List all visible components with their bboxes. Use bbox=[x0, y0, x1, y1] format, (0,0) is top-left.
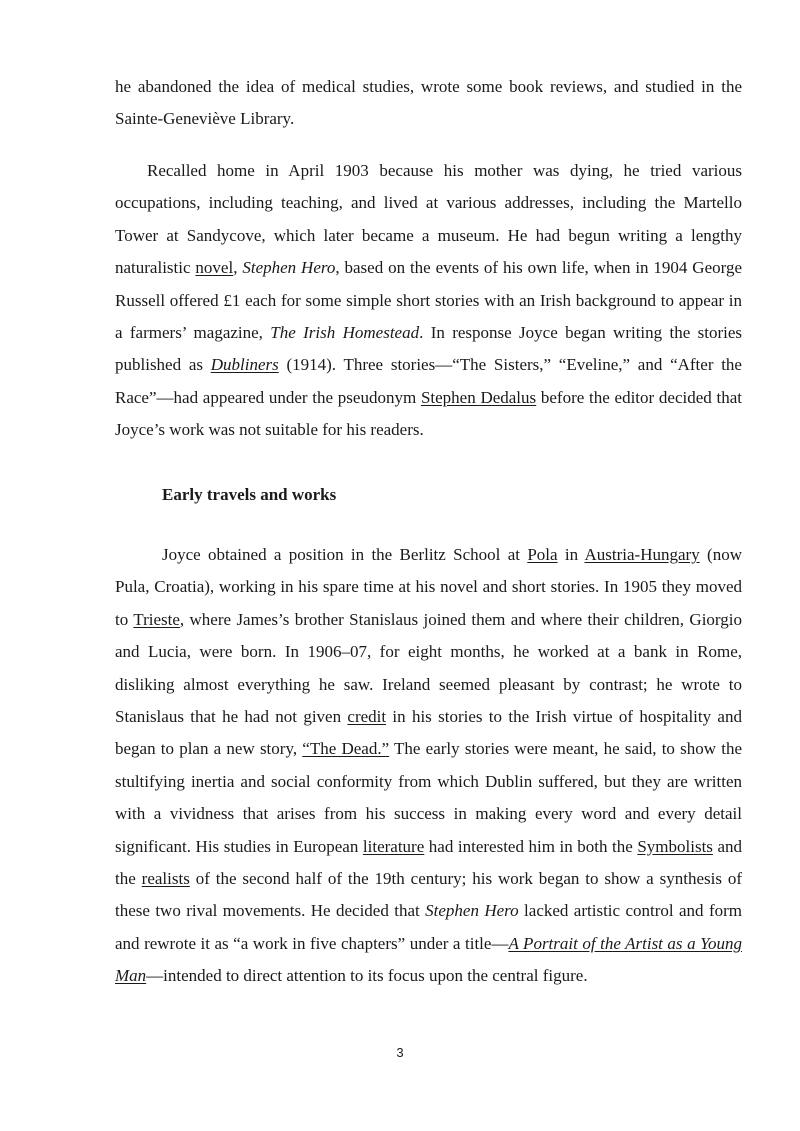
paragraph-text: in bbox=[557, 545, 585, 564]
paragraph-text: , based on the events of his own life, when in 1904 George Russell offered £1 each for some simple short stories with an Irish background to appear in a farmers’ magazine, bbox=[115, 258, 743, 343]
paragraph-text: , where James’s brother Stanislaus joined them and where their children, Giorgio and Lucia, were born. In 1906–07, for eight months, he worked at a bank in Rome, disliking almost everything he saw. Ireland seemed pleasant by contrast; he wrote to Stanislaus that he had not given bbox=[115, 609, 742, 727]
title-stephen-hero: Stephen Hero bbox=[242, 258, 336, 278]
paragraph-text: had interested him in both the bbox=[424, 836, 638, 856]
link-dubliners[interactable]: Dubliners bbox=[210, 355, 279, 375]
title-stephen-hero: Stephen Hero bbox=[425, 901, 519, 921]
link-symbolists[interactable]: Symbolists bbox=[637, 836, 713, 856]
link-stephen-dedalus[interactable]: Stephen Dedalus bbox=[420, 387, 537, 407]
paragraph-text: he abandoned the idea of medical studies, wrote some book reviews, and studied in the Sainte-Geneviève Library. bbox=[115, 77, 742, 129]
page-number: 3 bbox=[396, 1045, 404, 1060]
link-austria-hungary[interactable]: Austria-Hungary bbox=[584, 545, 700, 564]
paragraph-text: and the bbox=[115, 836, 743, 889]
paragraph-recalled-home bbox=[115, 155, 742, 447]
paragraph-text: (now Pula, Croatia), working in his spare time at his novel and short stories. In 1905 they moved to bbox=[115, 545, 742, 629]
paragraph-text: . In response Joyce began writing the stories published as bbox=[115, 323, 743, 375]
paragraph-medical-studies bbox=[115, 71, 742, 136]
link-portrait-of-the-artist[interactable]: A Portrait of the Artist as a Young Man bbox=[115, 933, 743, 986]
paragraph-text: —intended to direct attention to its focus upon the central figure. bbox=[146, 966, 588, 986]
title-irish-homestead: The Irish Homestead bbox=[270, 323, 420, 343]
section-heading: Early travels and works bbox=[162, 485, 337, 504]
paragraph-text: Recalled home in April 1903 because his mother was dying, he tried various occupations, including teaching, and lived at various addresses, including the Martello Tower at Sandycove, which later became a museum. He had begun writing a lengthy naturalistic bbox=[115, 161, 742, 278]
link-literature[interactable]: literature bbox=[362, 836, 425, 856]
paragraph-text: The early stories were meant, he said, to show the stultifying inertia and social conformity from which Dublin suffered, but they are written with a vividness that arises from his success in making every word and every detail significant. His studies in European bbox=[115, 739, 742, 856]
paragraph-berlitz-school bbox=[115, 539, 742, 993]
paragraph-text: Joyce obtained a position in the Berlitz School at bbox=[162, 545, 528, 564]
paragraph-text: in his stories to the Irish virtue of hospitality and began to plan a new story, bbox=[115, 707, 742, 759]
link-realists[interactable]: realists bbox=[141, 869, 190, 889]
link-novel[interactable]: novel bbox=[195, 258, 234, 278]
paragraph-text: of the second half of the 19th century; his work began to show a synthesis of these two rival movements. He decided that bbox=[115, 869, 742, 921]
paragraph-text: , bbox=[233, 258, 243, 278]
link-the-dead[interactable]: “The Dead.” bbox=[302, 739, 390, 759]
link-pola[interactable]: Pola bbox=[527, 545, 558, 564]
link-credit[interactable]: credit bbox=[347, 707, 387, 727]
paragraph-text: lacked artistic control and form and rewrote it as “a work in five chapters” under a title— bbox=[115, 901, 742, 953]
link-trieste[interactable]: Trieste bbox=[133, 609, 180, 629]
paragraph-text: (1914). Three stories—“The Sisters,” “Eveline,” and “After the Race”—had appeared under the pseudonym bbox=[115, 355, 742, 407]
paragraph-text: before the editor decided that Joyce’s work was not suitable for his readers. bbox=[115, 387, 742, 440]
